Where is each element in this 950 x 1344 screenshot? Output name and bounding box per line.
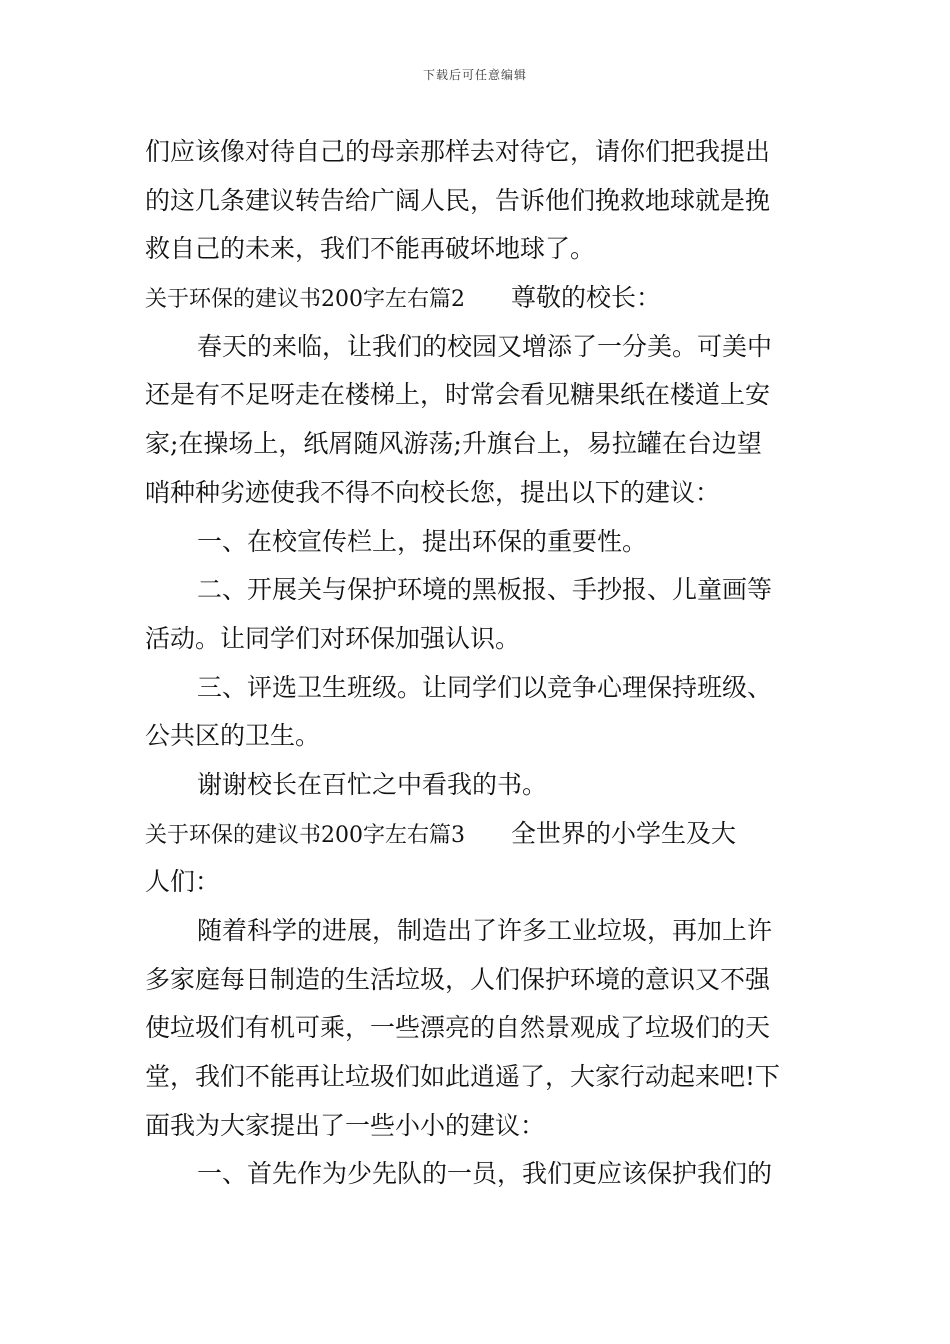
paragraph-line: 的这几条建议转告给广阔人民，告诉他们挽救地球就是挽 [145,185,771,215]
section-heading-2 [145,274,810,323]
paragraph-line: 人们： [145,867,221,897]
page-header: 下载后可任意编辑 [422,68,527,82]
section-greeting: 全世界的小学生及大 [511,818,737,848]
paragraph-line: 救自己的未来，我们不能再破坏地球了。 [145,234,596,264]
list-item: 一、首先作为少先队的一员，我们更应该保护我们的 [197,1159,773,1189]
paragraph-line: 还是有不足呀走在楼梯上，时常会看见糖果纸在楼道上安 [145,380,771,410]
paragraph-line: 随着科学的进展，制造出了许多工业垃圾，再加上许 [197,916,773,945]
section-title: 关于环保的建议书200字左右篇3 [145,822,465,848]
paragraph-line: 面我为大家提出了一些小小的建议： [145,1110,546,1140]
list-item: 三、评选卫生班级。让同学们以竞争心理保持班级、 [197,672,773,702]
paragraph-line: 使垃圾们有机可乘，一些漂亮的自然景观成了垃圾们的天 [145,1013,771,1043]
list-item: 二、开展关与保护环境的黑板报、手抄报、儿童画等 [197,575,773,605]
list-item: 一、在校宣传栏上，提出环保的重要性。 [197,526,648,556]
paragraph-line: 春天的来临，让我们的校园又增添了一分美。可美中 [197,331,773,361]
section-title: 关于环保的建议书200字左右篇2 [145,287,465,313]
paragraph-line: 多家庭每日制造的生活垃圾，人们保护环境的意识又不强 [145,964,771,994]
paragraph-line: 家;在操场上，纸屑随风游荡;升旗台上，易拉罐在台边望 [145,429,762,459]
document-body [145,128,810,1199]
paragraph-line: 公共区的卫生。 [145,721,321,751]
paragraph-line: 们应该像对待自己的母亲那样去对待它，请你们把我提出 [145,137,771,166]
paragraph-line: 活动。让同学们对环保加强认识。 [145,623,521,653]
paragraph-line: 堂，我们不能再让垃圾们如此逍遥了，大家行动起来吧!下 [145,1062,781,1092]
paragraph-line: 哨种种劣迹使我不得不向校长您，提出以下的建议： [145,477,721,507]
section-heading-3 [145,810,810,859]
paragraph-line: 谢谢校长在百忙之中看我的书。 [197,769,548,799]
section-greeting: 尊敬的校长： [511,283,662,313]
